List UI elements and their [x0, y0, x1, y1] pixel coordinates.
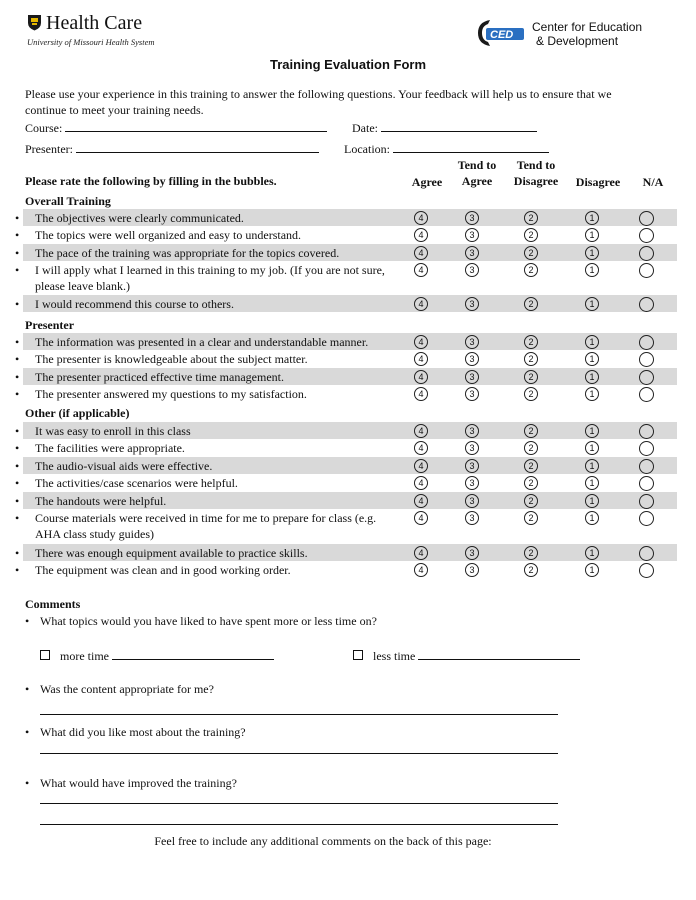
rating-bubble-4[interactable]: 4: [414, 494, 428, 508]
ced-name-line1: Center for Education: [532, 20, 643, 34]
question-improved: • What would have improved the training?: [25, 776, 237, 790]
table-row: [15, 350, 677, 367]
rating-bubble-4[interactable]: 4: [414, 335, 428, 349]
rating-bubble-2[interactable]: 2: [524, 297, 538, 311]
rating-bubble-3[interactable]: 3: [465, 459, 479, 473]
rating-bubble-3[interactable]: 3: [465, 297, 479, 311]
rating-bubble-3[interactable]: 3: [465, 246, 479, 260]
rating-bubble-1[interactable]: 1: [585, 297, 599, 311]
statement-text: • The presenter answered my questions to my satisfaction.: [15, 387, 307, 401]
statement-text: • It was easy to enroll in this class: [15, 424, 191, 438]
rating-bubble-na[interactable]: [639, 563, 654, 578]
rating-bubble-1[interactable]: 1: [585, 263, 599, 277]
answer-line-liked[interactable]: [40, 753, 558, 754]
rating-bubble-4[interactable]: 4: [414, 387, 428, 401]
table-row: [15, 226, 677, 243]
presenter-field[interactable]: [25, 140, 319, 157]
rating-bubble-3[interactable]: 3: [465, 263, 479, 277]
table-row: [15, 385, 677, 402]
rating-bubble-na[interactable]: [639, 263, 654, 278]
rating-bubble-4[interactable]: 4: [414, 228, 428, 242]
section-title: Overall Training: [25, 194, 111, 208]
question-content: • Was the content appropriate for me?: [25, 682, 214, 696]
rating-bubble-3[interactable]: 3: [465, 228, 479, 242]
table-row: [15, 295, 677, 312]
less-time-option[interactable]: less time: [353, 647, 580, 664]
rating-bubble-4[interactable]: 4: [414, 459, 428, 473]
rating-bubble-4[interactable]: 4: [414, 424, 428, 438]
rating-bubble-1[interactable]: 1: [585, 211, 599, 225]
rating-bubble-4[interactable]: 4: [414, 563, 428, 577]
rating-bubble-na[interactable]: [639, 335, 654, 350]
rating-bubble-na[interactable]: [639, 297, 654, 312]
less-time-checkbox[interactable]: [353, 650, 363, 660]
health-care-name: Health Care: [46, 12, 143, 34]
rating-bubble-na[interactable]: [639, 546, 654, 561]
rating-bubble-4[interactable]: 4: [414, 476, 428, 490]
table-row: [15, 261, 677, 296]
location-field[interactable]: [344, 140, 549, 157]
rating-bubble-1[interactable]: 1: [585, 352, 599, 366]
rating-bubble-2[interactable]: 2: [524, 335, 538, 349]
table-row: [15, 474, 677, 491]
rating-bubble-1[interactable]: 1: [585, 228, 599, 242]
rating-bubble-4[interactable]: 4: [414, 263, 428, 277]
statement-text: • There was enough equipment available to practice skills.: [15, 546, 308, 560]
table-row: [15, 244, 677, 261]
rating-bubble-2[interactable]: 2: [524, 459, 538, 473]
statement-text: • The pace of the training was appropriate for the topics covered.: [15, 246, 340, 260]
rating-bubble-4[interactable]: 4: [414, 441, 428, 455]
answer-line-improved-1[interactable]: [40, 803, 558, 804]
rating-bubble-na[interactable]: [639, 511, 654, 526]
table-row: [15, 492, 677, 509]
date-label: Date:: [352, 121, 378, 135]
rating-bubble-2[interactable]: 2: [524, 263, 538, 277]
rating-bubble-3[interactable]: 3: [465, 370, 479, 384]
rating-bubble-2[interactable]: 2: [524, 563, 538, 577]
rating-bubble-4[interactable]: 4: [414, 297, 428, 311]
rating-instruction: Please rate the following by filling in the bubbles.: [25, 174, 277, 188]
rating-bubble-na[interactable]: [639, 476, 654, 491]
rating-bubble-1[interactable]: 1: [585, 335, 599, 349]
rating-bubble-2[interactable]: 2: [524, 228, 538, 242]
rating-bubble-2[interactable]: 2: [524, 352, 538, 366]
statement-text: • The objectives were clearly communicated.: [15, 211, 244, 225]
question-time: • What topics would you have liked to have spent more or less time on?: [25, 614, 377, 628]
presenter-label: Presenter:: [25, 142, 73, 156]
footer-note: Feel free to include any additional comments on the back of this page:: [154, 834, 492, 848]
rating-bubble-1[interactable]: 1: [585, 246, 599, 260]
table-row: [15, 368, 677, 385]
col-tend-to-agree: Tend to Agree: [457, 158, 497, 188]
rating-bubble-1[interactable]: 1: [585, 424, 599, 438]
rating-bubble-1[interactable]: 1: [585, 370, 599, 384]
rating-bubble-1[interactable]: 1: [585, 476, 599, 490]
rating-bubble-1[interactable]: 1: [585, 441, 599, 455]
statement-text: • I will apply what I learned in this training to my job. (If you are not sure, please leave blank.): [15, 263, 385, 293]
comments-heading: Comments: [25, 597, 81, 611]
rating-bubble-3[interactable]: 3: [465, 441, 479, 455]
rating-bubble-4[interactable]: 4: [414, 546, 428, 560]
rating-bubble-2[interactable]: 2: [524, 476, 538, 490]
col-na: N/A: [642, 175, 664, 189]
rating-bubble-2[interactable]: 2: [524, 211, 538, 225]
table-row: [15, 544, 677, 561]
page-title: Training Evaluation Form: [269, 57, 427, 72]
table-row: [15, 209, 677, 226]
course-label: Course:: [25, 121, 63, 135]
rating-bubble-2[interactable]: 2: [524, 441, 538, 455]
section-title: Presenter: [25, 318, 75, 332]
rating-bubble-3[interactable]: 3: [465, 424, 479, 438]
svg-text:CED: CED: [490, 29, 514, 41]
ced-logo-icon: [476, 18, 528, 48]
question-liked-most: • What did you like most about the training?: [25, 725, 246, 739]
col-disagree: Disagree: [575, 175, 621, 189]
location-label: Location:: [344, 142, 390, 156]
statement-text: • The information was presented in a clear and understandable manner.: [15, 335, 369, 349]
rating-bubble-1[interactable]: 1: [585, 511, 599, 525]
rating-bubble-na[interactable]: [639, 459, 654, 474]
table-row: [15, 561, 677, 578]
table-row: [15, 457, 677, 474]
statement-text: • The topics were well organized and easy to understand.: [15, 228, 302, 242]
statement-text: • The audio-visual aids were effective.: [15, 459, 213, 473]
rating-bubble-2[interactable]: 2: [524, 511, 538, 525]
rating-bubble-3[interactable]: 3: [465, 211, 479, 225]
ced-name-line2: & Development: [536, 34, 619, 48]
rating-bubble-na[interactable]: [639, 424, 654, 439]
rating-bubble-na[interactable]: [639, 370, 654, 385]
rating-bubble-na[interactable]: [639, 211, 654, 226]
rating-bubble-1[interactable]: 1: [585, 546, 599, 560]
rating-bubble-3[interactable]: 3: [465, 352, 479, 366]
course-field[interactable]: [25, 119, 327, 136]
rating-bubble-na[interactable]: [639, 228, 654, 243]
rating-bubble-3[interactable]: 3: [465, 387, 479, 401]
more-time-option[interactable]: more time: [40, 647, 274, 664]
rating-bubble-3[interactable]: 3: [465, 335, 479, 349]
rating-bubble-2[interactable]: 2: [524, 546, 538, 560]
shield-icon: [27, 14, 42, 31]
answer-line-improved-2[interactable]: [40, 824, 558, 825]
rating-bubble-1[interactable]: 1: [585, 459, 599, 473]
rating-bubble-4[interactable]: 4: [414, 370, 428, 384]
rating-bubble-3[interactable]: 3: [465, 563, 479, 577]
rating-bubble-1[interactable]: 1: [585, 387, 599, 401]
table-row: [15, 509, 677, 544]
rating-bubble-na[interactable]: [639, 387, 654, 402]
intro-text: Please use your experience in this training to answer the following questions. Your feedback will help us to ensure that we continue to meet your training needs.: [25, 87, 612, 117]
col-tend-to-disagree: Tend to Disagree: [513, 158, 559, 188]
statement-text: • The equipment was clean and in good working order.: [15, 563, 291, 577]
health-care-subtitle: University of Missouri Health System: [27, 37, 155, 47]
rating-bubble-2[interactable]: 2: [524, 387, 538, 401]
rating-bubble-4[interactable]: 4: [414, 246, 428, 260]
statement-text: • The activities/case scenarios were helpful.: [15, 476, 238, 490]
rating-bubble-1[interactable]: 1: [585, 563, 599, 577]
statement-text: • The facilities were appropriate.: [15, 441, 185, 455]
more-time-checkbox[interactable]: [40, 650, 50, 660]
rating-bubble-3[interactable]: 3: [465, 476, 479, 490]
rating-bubble-1[interactable]: 1: [585, 494, 599, 508]
rating-bubble-2[interactable]: 2: [524, 370, 538, 384]
statement-text: • Course materials were received in time for me to prepare for class (e.g. AHA class study guides): [15, 511, 377, 541]
rating-bubble-2[interactable]: 2: [524, 494, 538, 508]
rating-bubble-na[interactable]: [639, 441, 654, 456]
rating-bubble-3[interactable]: 3: [465, 546, 479, 560]
statement-text: • The handouts were helpful.: [15, 494, 167, 508]
rating-bubble-na[interactable]: [639, 352, 654, 367]
col-agree: Agree: [411, 175, 443, 189]
table-row: [15, 439, 677, 456]
table-row: [15, 333, 677, 350]
section-title: Other (if applicable): [25, 406, 130, 420]
rating-bubble-na[interactable]: [639, 246, 654, 261]
rating-bubble-2[interactable]: 2: [524, 424, 538, 438]
statement-text: • The presenter practiced effective time management.: [15, 370, 284, 384]
rating-bubble-3[interactable]: 3: [465, 494, 479, 508]
rating-bubble-na[interactable]: [639, 494, 654, 509]
statement-text: • I would recommend this course to others.: [15, 297, 234, 311]
answer-line-content[interactable]: [40, 714, 558, 715]
date-field[interactable]: [352, 119, 537, 136]
rating-bubble-4[interactable]: 4: [414, 211, 428, 225]
statement-text: • The presenter is knowledgeable about the subject matter.: [15, 352, 308, 366]
rating-bubble-4[interactable]: 4: [414, 352, 428, 366]
rating-bubble-2[interactable]: 2: [524, 246, 538, 260]
rating-bubble-4[interactable]: 4: [414, 511, 428, 525]
rating-bubble-3[interactable]: 3: [465, 511, 479, 525]
table-row: [15, 422, 677, 439]
